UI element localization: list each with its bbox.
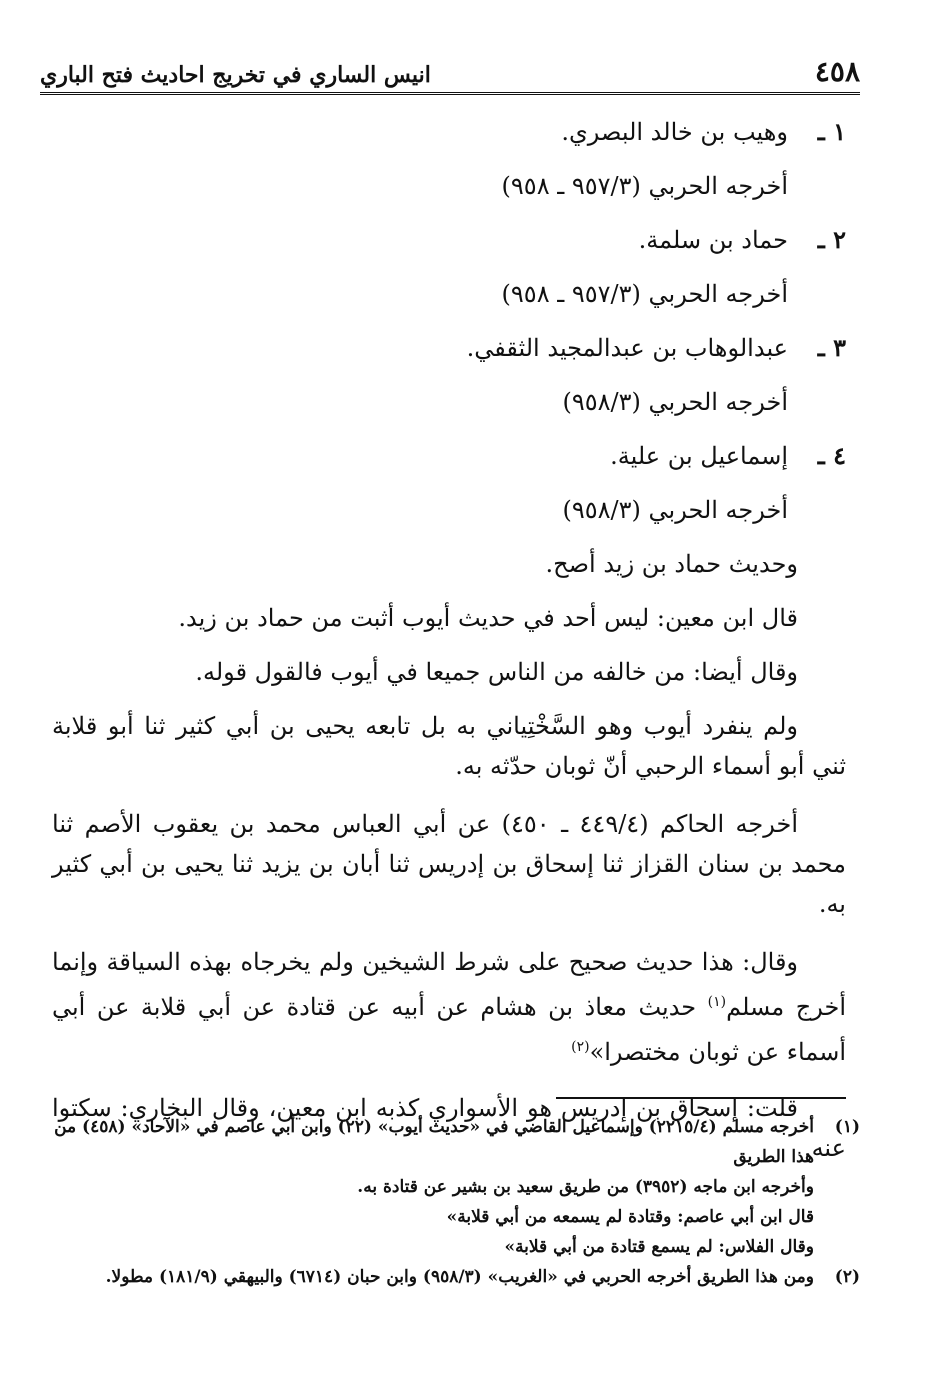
- list-item-number: ٤ ـ: [817, 441, 846, 470]
- list-item: [52, 328, 846, 368]
- list-item: [52, 112, 846, 152]
- footnote-number: (٢): [834, 1267, 860, 1287]
- list-item-number: ٣ ـ: [817, 333, 846, 362]
- page-number: ٤٥٨: [814, 55, 860, 88]
- running-title: انيس الساري في تخريج احاديث فتح الباري: [40, 62, 431, 88]
- text-line: وقال أيضا: من خالفه من الناس جميعا في أيوب فالقول قوله.: [195, 658, 798, 686]
- footnote-ref[interactable]: (١): [707, 994, 727, 1010]
- list-item-reference: أخرجه الحربي (٩٥٧/٣ ـ ٩٥٨): [501, 172, 788, 200]
- list-item-name: إسماعيل بن علية.: [610, 442, 788, 470]
- list-item-reference: أخرجه الحربي (٩٥٨/٣): [562, 496, 788, 524]
- paragraph-text: وقال: هذا حديث صحيح على شرط الشيخين ولم يخرجاه بهذه السياقة وإنما أخرج مسلم: [52, 948, 846, 1021]
- footnotes: [52, 1112, 860, 1292]
- footnote-subline: قال ابن أبي عاصم: وقتادة لم يسمعه من أبي قلابة»: [446, 1207, 814, 1227]
- footnote: [52, 1262, 860, 1292]
- list-item-reference: أخرجه الحربي (٩٥٨/٣): [562, 388, 788, 416]
- main-text: [52, 112, 846, 1168]
- list-item-number: ٢ ـ: [817, 225, 846, 254]
- paragraph-text: حديث معاذ بن هشام عن أبيه عن قتادة عن أبي قلابة عن أبي أسماء عن ثوبان مختصرا»: [52, 993, 846, 1066]
- footnote-text: ومن هذا الطريق أخرجه الحربي في «الغريب» (٩٥٨/٣) وابن حبان (٦٧١٤) والبيهقي (١٨١/٩) مطولا.: [105, 1267, 814, 1287]
- list-item: [52, 436, 846, 476]
- list-item-name: حماد بن سلمة.: [638, 226, 788, 254]
- list-item-name: وهيب بن خالد البصري.: [561, 118, 788, 146]
- footnote-subline: وقال الفلاس: لم يسمع قتادة من أبي قلابة»: [504, 1237, 814, 1257]
- footnote-divider: [556, 1097, 846, 1099]
- footnote-number: (١): [834, 1117, 860, 1137]
- list-item-name: عبدالوهاب بن عبدالمجيد الثقفي.: [466, 334, 788, 362]
- text-line: وحديث حماد بن زيد أصح.: [545, 550, 798, 578]
- paragraph: [52, 942, 846, 1072]
- list-item-number: ١ ـ: [817, 117, 846, 146]
- list-item: [52, 220, 846, 260]
- footnote-ref[interactable]: (٢): [571, 1039, 590, 1055]
- page-header: [40, 48, 860, 95]
- list-item-reference: أخرجه الحربي (٩٥٧/٣ ـ ٩٥٨): [501, 280, 788, 308]
- paragraph: ولم ينفرد أيوب وهو السَّخْتِياني به بل تابعه يحيى بن أبي كثير ثنا أبو قلابة ثني أبو أسماء الرحبي أنّ ثوبان حدّثه به.: [52, 712, 846, 780]
- text-line: قال ابن معين: ليس أحد في حديث أيوب أثبت من حماد بن زيد.: [178, 604, 798, 632]
- footnote: [52, 1112, 860, 1172]
- paragraph: أخرجه الحاكم (٤٤٩/٤ ـ ٤٥٠) عن أبي العباس محمد بن يعقوب الأصم ثنا محمد بن سنان القزاز ثنا إسحاق بن إدريس ثنا أبان بن يزيد ثنا يحيى بن أبي كثير به.: [52, 810, 846, 918]
- footnote-subline: وأخرجه ابن ماجه (٣٩٥٢) من طريق سعيد بن بشير عن قتادة به.: [357, 1177, 814, 1197]
- paragraph: قلت: إسحاق بن إدريس هو الأسواري كذبه ابن معين، وقال البخاري: سكتوا عنه.: [52, 1094, 846, 1162]
- footnote-text: أخرجه مسلم (٢٢١٥/٤) وإسماعيل القاضي في «حديث أيوب» (٢٢) وابن أبي عاصم في «الآحاد» (٤٥٨) من هذا الطريق: [54, 1117, 814, 1167]
